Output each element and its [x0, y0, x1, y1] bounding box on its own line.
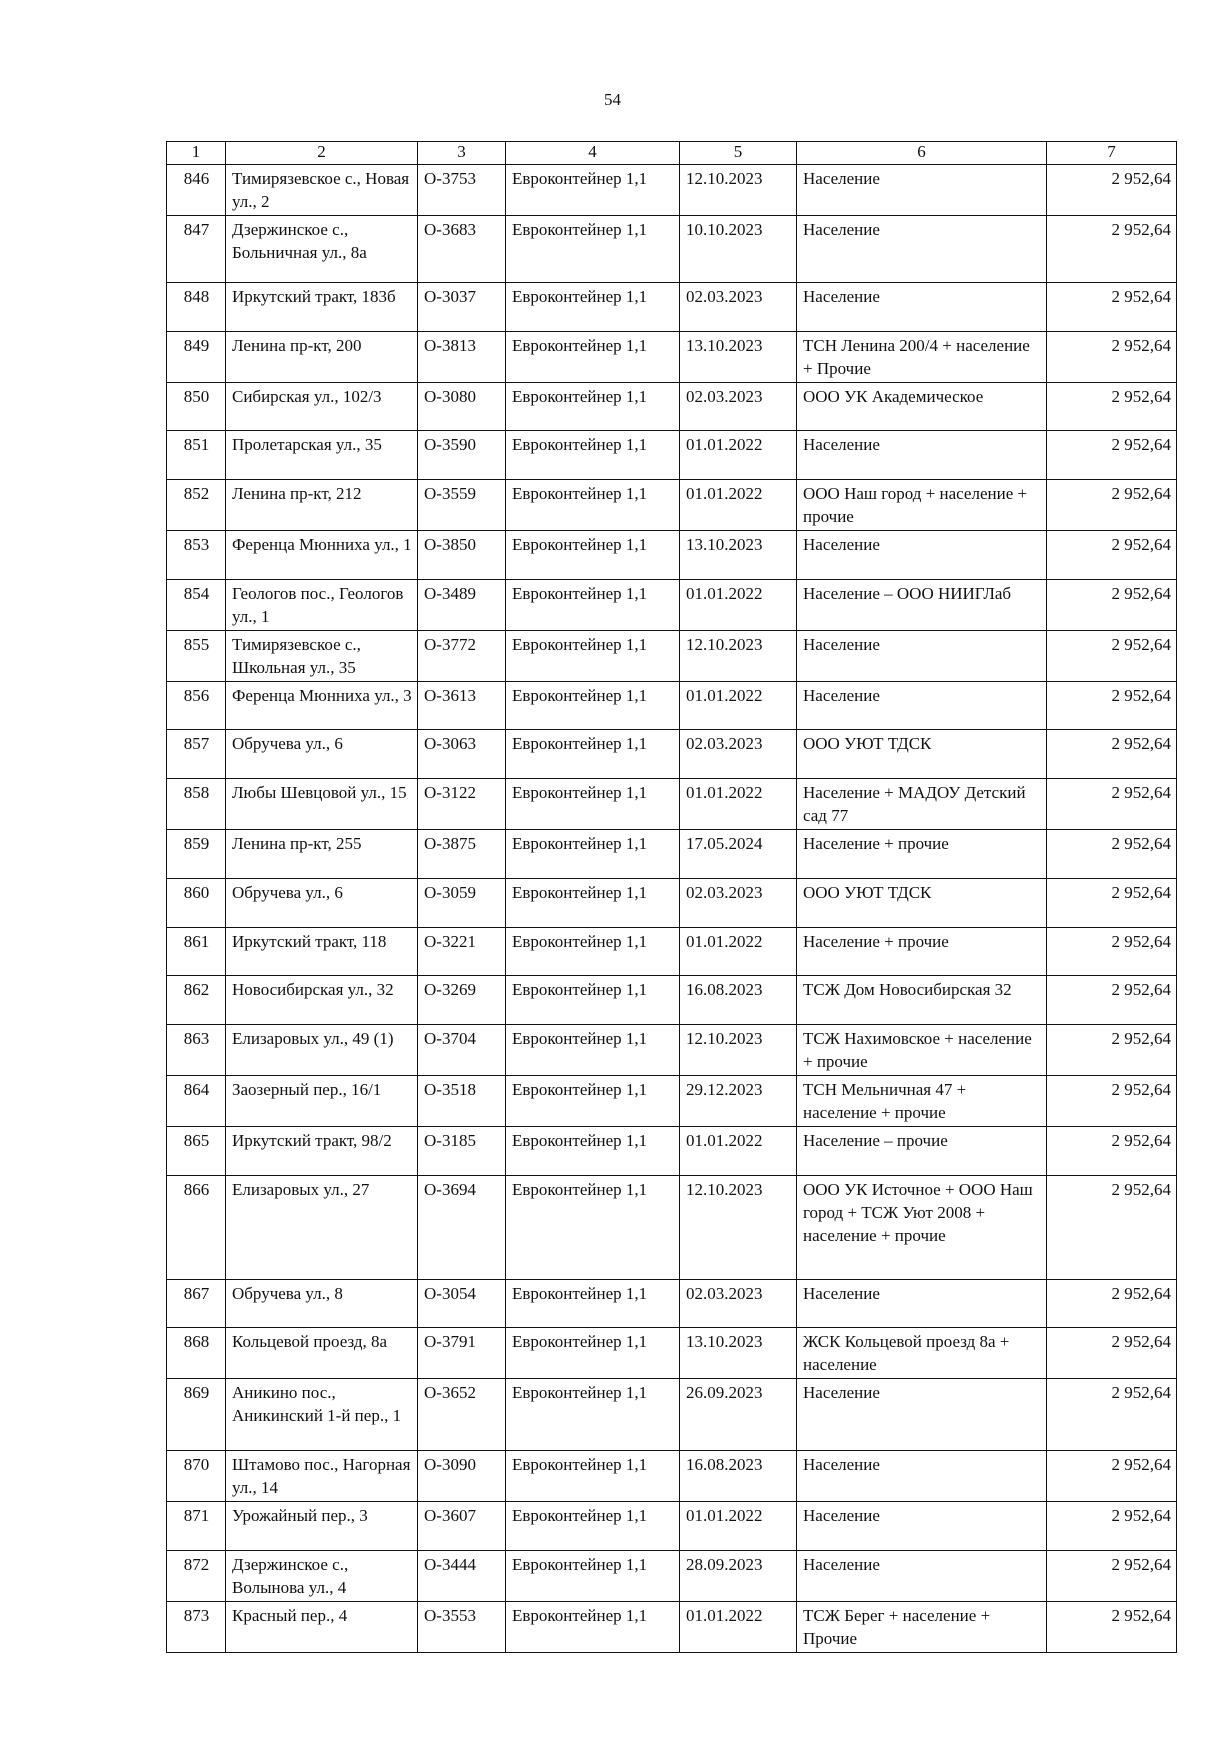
- price-cell: 2 952,64: [1047, 1024, 1177, 1075]
- row-number: 856: [167, 681, 226, 730]
- row-number: 869: [167, 1379, 226, 1451]
- owner-cell: ТСН Мельничная 47 + население + прочие: [797, 1075, 1047, 1126]
- container-registry-table: [166, 141, 1177, 1653]
- row-number: 851: [167, 431, 226, 480]
- container-type-cell: Евроконтейнер 1,1: [506, 1175, 680, 1279]
- date-cell: 26.09.2023: [680, 1379, 797, 1451]
- table-row: [167, 283, 1177, 332]
- site-code-cell: О-3122: [418, 779, 506, 830]
- date-cell: 02.03.2023: [680, 1279, 797, 1328]
- date-cell: 01.01.2022: [680, 681, 797, 730]
- container-type-cell: Евроконтейнер 1,1: [506, 1550, 680, 1601]
- site-code-cell: О-3090: [418, 1451, 506, 1502]
- date-cell: 02.03.2023: [680, 878, 797, 927]
- address-cell: Тимирязевское с., Новая ул., 2: [226, 165, 418, 216]
- container-type-cell: Евроконтейнер 1,1: [506, 331, 680, 382]
- row-number: 857: [167, 730, 226, 779]
- table-row: [167, 976, 1177, 1025]
- date-cell: 01.01.2022: [680, 1601, 797, 1652]
- site-code-cell: О-3080: [418, 382, 506, 431]
- site-code-cell: О-3683: [418, 216, 506, 283]
- address-cell: Заозерный пер., 16/1: [226, 1075, 418, 1126]
- owner-cell: Население: [797, 1550, 1047, 1601]
- site-code-cell: О-3875: [418, 830, 506, 879]
- date-cell: 12.10.2023: [680, 165, 797, 216]
- price-cell: 2 952,64: [1047, 1328, 1177, 1379]
- price-cell: 2 952,64: [1047, 976, 1177, 1025]
- address-cell: Пролетарская ул., 35: [226, 431, 418, 480]
- site-code-cell: О-3559: [418, 480, 506, 531]
- row-number: 847: [167, 216, 226, 283]
- container-type-cell: Евроконтейнер 1,1: [506, 630, 680, 681]
- column-header: 5: [680, 142, 797, 165]
- container-type-cell: Евроконтейнер 1,1: [506, 1075, 680, 1126]
- address-cell: Иркутский тракт, 98/2: [226, 1126, 418, 1175]
- row-number: 865: [167, 1126, 226, 1175]
- owner-cell: ООО УК Академическое: [797, 382, 1047, 431]
- price-cell: 2 952,64: [1047, 927, 1177, 976]
- row-number: 868: [167, 1328, 226, 1379]
- price-cell: 2 952,64: [1047, 1379, 1177, 1451]
- date-cell: 01.01.2022: [680, 779, 797, 830]
- table-row: [167, 1502, 1177, 1551]
- row-number: 850: [167, 382, 226, 431]
- date-cell: 12.10.2023: [680, 1024, 797, 1075]
- row-number: 867: [167, 1279, 226, 1328]
- site-code-cell: О-3553: [418, 1601, 506, 1652]
- container-type-cell: Евроконтейнер 1,1: [506, 1502, 680, 1551]
- table-row: [167, 1279, 1177, 1328]
- date-cell: 01.01.2022: [680, 927, 797, 976]
- address-cell: Аникино пос., Аникинский 1-й пер., 1: [226, 1379, 418, 1451]
- address-cell: Иркутский тракт, 183б: [226, 283, 418, 332]
- address-cell: Тимирязевское с., Школьная ул., 35: [226, 630, 418, 681]
- price-cell: 2 952,64: [1047, 1601, 1177, 1652]
- price-cell: 2 952,64: [1047, 1550, 1177, 1601]
- column-header: 1: [167, 142, 226, 165]
- site-code-cell: О-3791: [418, 1328, 506, 1379]
- owner-cell: Население: [797, 431, 1047, 480]
- table-row: [167, 1126, 1177, 1175]
- container-type-cell: Евроконтейнер 1,1: [506, 216, 680, 283]
- row-number: 855: [167, 630, 226, 681]
- site-code-cell: О-3054: [418, 1279, 506, 1328]
- site-code-cell: О-3489: [418, 579, 506, 630]
- address-cell: Иркутский тракт, 118: [226, 927, 418, 976]
- date-cell: 01.01.2022: [680, 480, 797, 531]
- address-cell: Урожайный пер., 3: [226, 1502, 418, 1551]
- table-row: [167, 730, 1177, 779]
- site-code-cell: О-3772: [418, 630, 506, 681]
- site-code-cell: О-3613: [418, 681, 506, 730]
- price-cell: 2 952,64: [1047, 730, 1177, 779]
- row-number: 863: [167, 1024, 226, 1075]
- date-cell: 17.05.2024: [680, 830, 797, 879]
- table-row: [167, 1550, 1177, 1601]
- owner-cell: ТСЖ Берег + население + Прочие: [797, 1601, 1047, 1652]
- table-row: [167, 382, 1177, 431]
- price-cell: 2 952,64: [1047, 216, 1177, 283]
- date-cell: 13.10.2023: [680, 1328, 797, 1379]
- site-code-cell: О-3694: [418, 1175, 506, 1279]
- table-row: [167, 331, 1177, 382]
- date-cell: 01.01.2022: [680, 1502, 797, 1551]
- site-code-cell: О-3813: [418, 331, 506, 382]
- address-cell: Елизаровых ул., 49 (1): [226, 1024, 418, 1075]
- price-cell: 2 952,64: [1047, 630, 1177, 681]
- row-number: 852: [167, 480, 226, 531]
- owner-cell: Население – прочие: [797, 1126, 1047, 1175]
- table-row: [167, 779, 1177, 830]
- site-code-cell: О-3590: [418, 431, 506, 480]
- table-row: [167, 431, 1177, 480]
- row-number: 849: [167, 331, 226, 382]
- site-code-cell: О-3753: [418, 165, 506, 216]
- table-row: [167, 681, 1177, 730]
- owner-cell: Население + прочие: [797, 830, 1047, 879]
- table-row: [167, 1075, 1177, 1126]
- owner-cell: Население + прочие: [797, 927, 1047, 976]
- address-cell: Обручева ул., 6: [226, 730, 418, 779]
- container-type-cell: Евроконтейнер 1,1: [506, 480, 680, 531]
- owner-cell: Население: [797, 165, 1047, 216]
- site-code-cell: О-3607: [418, 1502, 506, 1551]
- table-header-row: [167, 142, 1177, 165]
- site-code-cell: О-3652: [418, 1379, 506, 1451]
- date-cell: 10.10.2023: [680, 216, 797, 283]
- owner-cell: ООО УЮТ ТДСК: [797, 878, 1047, 927]
- row-number: 846: [167, 165, 226, 216]
- address-cell: Новосибирская ул., 32: [226, 976, 418, 1025]
- owner-cell: ТСЖ Нахимовское + население + прочие: [797, 1024, 1047, 1075]
- row-number: 859: [167, 830, 226, 879]
- address-cell: Ленина пр-кт, 212: [226, 480, 418, 531]
- price-cell: 2 952,64: [1047, 165, 1177, 216]
- price-cell: 2 952,64: [1047, 779, 1177, 830]
- date-cell: 02.03.2023: [680, 730, 797, 779]
- date-cell: 01.01.2022: [680, 1126, 797, 1175]
- date-cell: 12.10.2023: [680, 630, 797, 681]
- site-code-cell: О-3518: [418, 1075, 506, 1126]
- row-number: 862: [167, 976, 226, 1025]
- row-number: 872: [167, 1550, 226, 1601]
- address-cell: Любы Шевцовой ул., 15: [226, 779, 418, 830]
- row-number: 854: [167, 579, 226, 630]
- owner-cell: Население: [797, 1502, 1047, 1551]
- site-code-cell: О-3269: [418, 976, 506, 1025]
- date-cell: 28.09.2023: [680, 1550, 797, 1601]
- owner-cell: Население: [797, 1279, 1047, 1328]
- price-cell: 2 952,64: [1047, 681, 1177, 730]
- price-cell: 2 952,64: [1047, 331, 1177, 382]
- price-cell: 2 952,64: [1047, 878, 1177, 927]
- date-cell: 16.08.2023: [680, 1451, 797, 1502]
- date-cell: 13.10.2023: [680, 331, 797, 382]
- owner-cell: ТСН Ленина 200/4 + население + Прочие: [797, 331, 1047, 382]
- date-cell: 12.10.2023: [680, 1175, 797, 1279]
- container-type-cell: Евроконтейнер 1,1: [506, 730, 680, 779]
- container-type-cell: Евроконтейнер 1,1: [506, 1379, 680, 1451]
- site-code-cell: О-3185: [418, 1126, 506, 1175]
- owner-cell: Население: [797, 630, 1047, 681]
- owner-cell: ООО Наш город + население + прочие: [797, 480, 1047, 531]
- date-cell: 13.10.2023: [680, 531, 797, 580]
- site-code-cell: О-3063: [418, 730, 506, 779]
- table-row: [167, 830, 1177, 879]
- container-type-cell: Евроконтейнер 1,1: [506, 1024, 680, 1075]
- row-number: 871: [167, 1502, 226, 1551]
- row-number: 864: [167, 1075, 226, 1126]
- row-number: 873: [167, 1601, 226, 1652]
- container-type-cell: Евроконтейнер 1,1: [506, 830, 680, 879]
- table-row: [167, 1175, 1177, 1279]
- site-code-cell: О-3704: [418, 1024, 506, 1075]
- price-cell: 2 952,64: [1047, 579, 1177, 630]
- address-cell: Елизаровых ул., 27: [226, 1175, 418, 1279]
- owner-cell: Население: [797, 681, 1047, 730]
- site-code-cell: О-3850: [418, 531, 506, 580]
- address-cell: Обручева ул., 8: [226, 1279, 418, 1328]
- container-type-cell: Евроконтейнер 1,1: [506, 1328, 680, 1379]
- table-row: [167, 165, 1177, 216]
- date-cell: 01.01.2022: [680, 579, 797, 630]
- container-type-cell: Евроконтейнер 1,1: [506, 1126, 680, 1175]
- address-cell: Дзержинское с., Больничная ул., 8а: [226, 216, 418, 283]
- date-cell: 16.08.2023: [680, 976, 797, 1025]
- row-number: 870: [167, 1451, 226, 1502]
- container-type-cell: Евроконтейнер 1,1: [506, 382, 680, 431]
- table-row: [167, 216, 1177, 283]
- table-row: [167, 1601, 1177, 1652]
- owner-cell: Население + МАДОУ Детский сад 77: [797, 779, 1047, 830]
- owner-cell: Население: [797, 283, 1047, 332]
- container-type-cell: Евроконтейнер 1,1: [506, 1601, 680, 1652]
- price-cell: 2 952,64: [1047, 1451, 1177, 1502]
- owner-cell: ЖСК Кольцевой проезд 8а + население: [797, 1328, 1047, 1379]
- container-type-cell: Евроконтейнер 1,1: [506, 579, 680, 630]
- address-cell: Сибирская ул., 102/3: [226, 382, 418, 431]
- row-number: 860: [167, 878, 226, 927]
- price-cell: 2 952,64: [1047, 1075, 1177, 1126]
- container-type-cell: Евроконтейнер 1,1: [506, 1451, 680, 1502]
- address-cell: Дзержинское с., Волынова ул., 4: [226, 1550, 418, 1601]
- address-cell: Штамово пос., Нагорная ул., 14: [226, 1451, 418, 1502]
- date-cell: 02.03.2023: [680, 382, 797, 431]
- table-row: [167, 1379, 1177, 1451]
- column-header: 2: [226, 142, 418, 165]
- row-number: 848: [167, 283, 226, 332]
- site-code-cell: О-3059: [418, 878, 506, 927]
- address-cell: Красный пер., 4: [226, 1601, 418, 1652]
- container-type-cell: Евроконтейнер 1,1: [506, 878, 680, 927]
- table-row: [167, 1328, 1177, 1379]
- container-type-cell: Евроконтейнер 1,1: [506, 165, 680, 216]
- owner-cell: Население: [797, 1451, 1047, 1502]
- address-cell: Ференца Мюнниха ул., 3: [226, 681, 418, 730]
- container-type-cell: Евроконтейнер 1,1: [506, 681, 680, 730]
- address-cell: Кольцевой проезд, 8а: [226, 1328, 418, 1379]
- column-header: 4: [506, 142, 680, 165]
- table-row: [167, 927, 1177, 976]
- price-cell: 2 952,64: [1047, 531, 1177, 580]
- table-row: [167, 1451, 1177, 1502]
- site-code-cell: О-3221: [418, 927, 506, 976]
- price-cell: 2 952,64: [1047, 283, 1177, 332]
- row-number: 853: [167, 531, 226, 580]
- owner-cell: ООО УЮТ ТДСК: [797, 730, 1047, 779]
- owner-cell: Население: [797, 531, 1047, 580]
- address-cell: Ленина пр-кт, 200: [226, 331, 418, 382]
- container-type-cell: Евроконтейнер 1,1: [506, 1279, 680, 1328]
- price-cell: 2 952,64: [1047, 480, 1177, 531]
- table-row: [167, 1024, 1177, 1075]
- address-cell: Ленина пр-кт, 255: [226, 830, 418, 879]
- page-number: 54: [604, 90, 621, 109]
- owner-cell: ООО УК Источное + ООО Наш город + ТСЖ Уют 2008 + население + прочие: [797, 1175, 1047, 1279]
- date-cell: 01.01.2022: [680, 431, 797, 480]
- site-code-cell: О-3444: [418, 1550, 506, 1601]
- address-cell: Ференца Мюнниха ул., 1: [226, 531, 418, 580]
- owner-cell: Население: [797, 216, 1047, 283]
- site-code-cell: О-3037: [418, 283, 506, 332]
- price-cell: 2 952,64: [1047, 1502, 1177, 1551]
- price-cell: 2 952,64: [1047, 830, 1177, 879]
- price-cell: 2 952,64: [1047, 1175, 1177, 1279]
- price-cell: 2 952,64: [1047, 382, 1177, 431]
- container-type-cell: Евроконтейнер 1,1: [506, 531, 680, 580]
- price-cell: 2 952,64: [1047, 1279, 1177, 1328]
- table-row: [167, 480, 1177, 531]
- container-type-cell: Евроконтейнер 1,1: [506, 927, 680, 976]
- price-cell: 2 952,64: [1047, 431, 1177, 480]
- column-header: 6: [797, 142, 1047, 165]
- owner-cell: Население – ООО НИИГЛаб: [797, 579, 1047, 630]
- container-type-cell: Евроконтейнер 1,1: [506, 976, 680, 1025]
- address-cell: Геологов пос., Геологов ул., 1: [226, 579, 418, 630]
- row-number: 866: [167, 1175, 226, 1279]
- owner-cell: Население: [797, 1379, 1047, 1451]
- date-cell: 29.12.2023: [680, 1075, 797, 1126]
- table-row: [167, 531, 1177, 580]
- price-cell: 2 952,64: [1047, 1126, 1177, 1175]
- container-type-cell: Евроконтейнер 1,1: [506, 431, 680, 480]
- table-row: [167, 630, 1177, 681]
- address-cell: Обручева ул., 6: [226, 878, 418, 927]
- column-header: 3: [418, 142, 506, 165]
- owner-cell: ТСЖ Дом Новосибирская 32: [797, 976, 1047, 1025]
- table-row: [167, 579, 1177, 630]
- row-number: 858: [167, 779, 226, 830]
- column-header: 7: [1047, 142, 1177, 165]
- row-number: 861: [167, 927, 226, 976]
- table-row: [167, 878, 1177, 927]
- date-cell: 02.03.2023: [680, 283, 797, 332]
- container-type-cell: Евроконтейнер 1,1: [506, 283, 680, 332]
- container-type-cell: Евроконтейнер 1,1: [506, 779, 680, 830]
